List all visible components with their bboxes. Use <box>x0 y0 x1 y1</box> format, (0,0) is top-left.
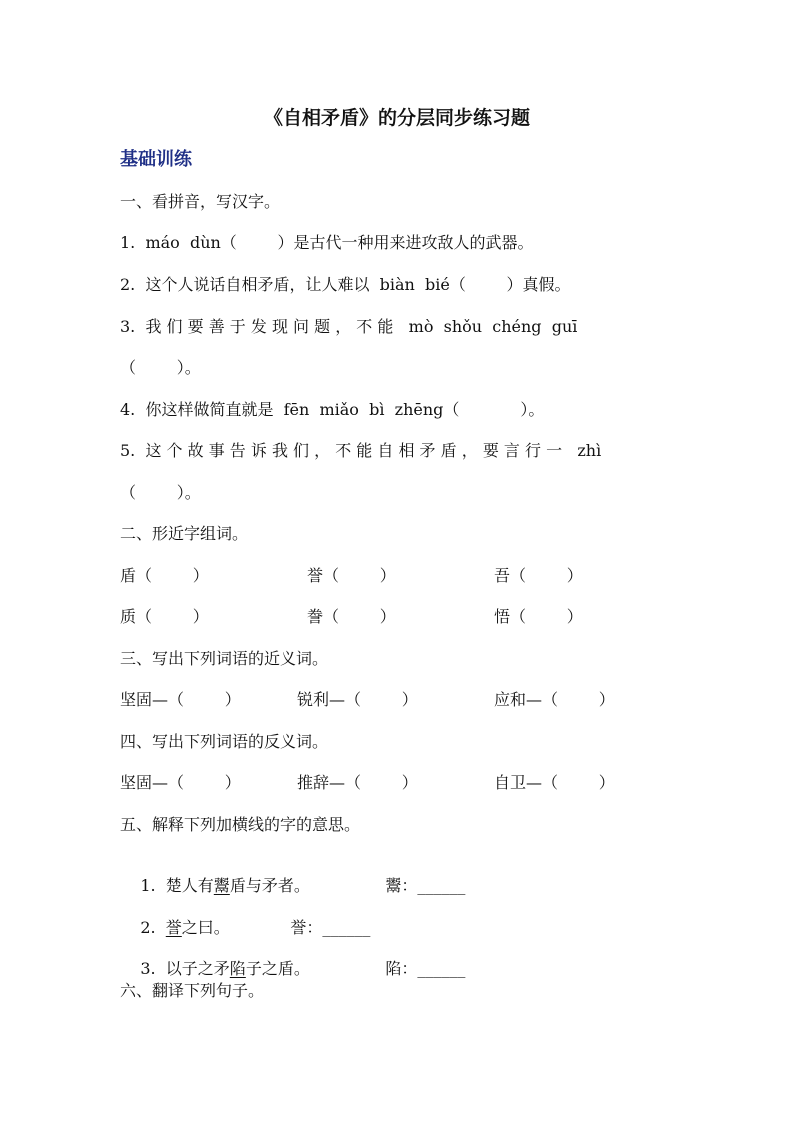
q2-cell: 吾（ ） <box>494 566 583 585</box>
underlined-char: 誉 <box>165 918 182 937</box>
q2-heading: 二、形近字组词。 <box>120 524 249 543</box>
q2-cell: 悟（ ） <box>494 607 583 626</box>
sentence-pre: 以子之矛 <box>165 959 230 978</box>
item-number: 1. <box>140 876 156 895</box>
q4-cell: 推辞—（ ） <box>297 773 418 792</box>
q5-item-3-answer <box>365 939 465 999</box>
q3-cell: 锐利—（ ） <box>297 690 418 709</box>
q2-cell: 质（ ） <box>120 607 209 626</box>
q1-item-1: 1. máo dùn（ ）是古代一种用来进攻敌人的武器。 <box>120 233 534 252</box>
q3-heading: 三、写出下列词语的近义词。 <box>120 649 329 668</box>
q4-heading: 四、写出下列词语的反义词。 <box>120 732 329 751</box>
q1-item-3-answer: （ ）。 <box>120 358 201 377</box>
item-number: 2. <box>140 918 156 937</box>
q2-cell: 盾（ ） <box>120 566 209 585</box>
page-title: 《自相矛盾》的分层同步练习题 <box>263 107 530 129</box>
sentence-post: 之曰。 <box>181 918 230 937</box>
q1-item-4: 4. 你这样做简直就是 fēn miǎo bì zhēng（ ）。 <box>120 400 545 419</box>
section-heading: 基础训练 <box>120 149 192 170</box>
answer-label: 誉： <box>290 918 323 937</box>
answer-blank[interactable]: ______ <box>417 876 466 895</box>
sentence-pre: 楚人有 <box>165 876 214 895</box>
q5-heading: 五、解释下列加横线的字的意思。 <box>120 815 361 834</box>
sentence-post: 盾与矛者。 <box>229 876 310 895</box>
sentence-post: 子之盾。 <box>245 959 310 978</box>
item-number: 3. <box>140 959 156 978</box>
q1-item-2: 2. 这个人说话自相矛盾，让人难以 biàn bié（ ）真假。 <box>120 275 571 294</box>
q4-cell: 坚固—（ ） <box>120 773 241 792</box>
answer-blank[interactable]: ______ <box>417 959 466 978</box>
q3-cell: 坚固—（ ） <box>120 690 241 709</box>
q1-item-3: 3. 我 们 要 善 于 发 现 问 题 ， 不 能 mò shǒu chéng guī <box>120 317 578 336</box>
q3-cell: 应和—（ ） <box>494 690 615 709</box>
answer-label: 鬻： <box>385 876 418 895</box>
q4-cell: 自卫—（ ） <box>494 773 615 792</box>
q2-cell: 誉（ ） <box>307 566 396 585</box>
q6-heading: 六、翻译下列句子。 <box>120 981 265 1000</box>
q1-heading: 一、看拼音，写汉字。 <box>120 192 281 211</box>
q1-item-5: 5. 这 个 故 事 告 诉 我 们 ， 不 能 自 相 矛 盾 ， 要 言 行 一 zhì <box>120 441 602 460</box>
q2-cell: 誊（ ） <box>307 607 396 626</box>
underlined-char: 鬻 <box>213 876 230 895</box>
q1-item-5-answer: （ ）。 <box>120 483 201 502</box>
answer-blank[interactable]: ______ <box>322 918 371 937</box>
q5-item-1-answer <box>365 856 465 916</box>
underlined-char: 陷 <box>229 959 246 978</box>
answer-label: 陷： <box>385 959 418 978</box>
